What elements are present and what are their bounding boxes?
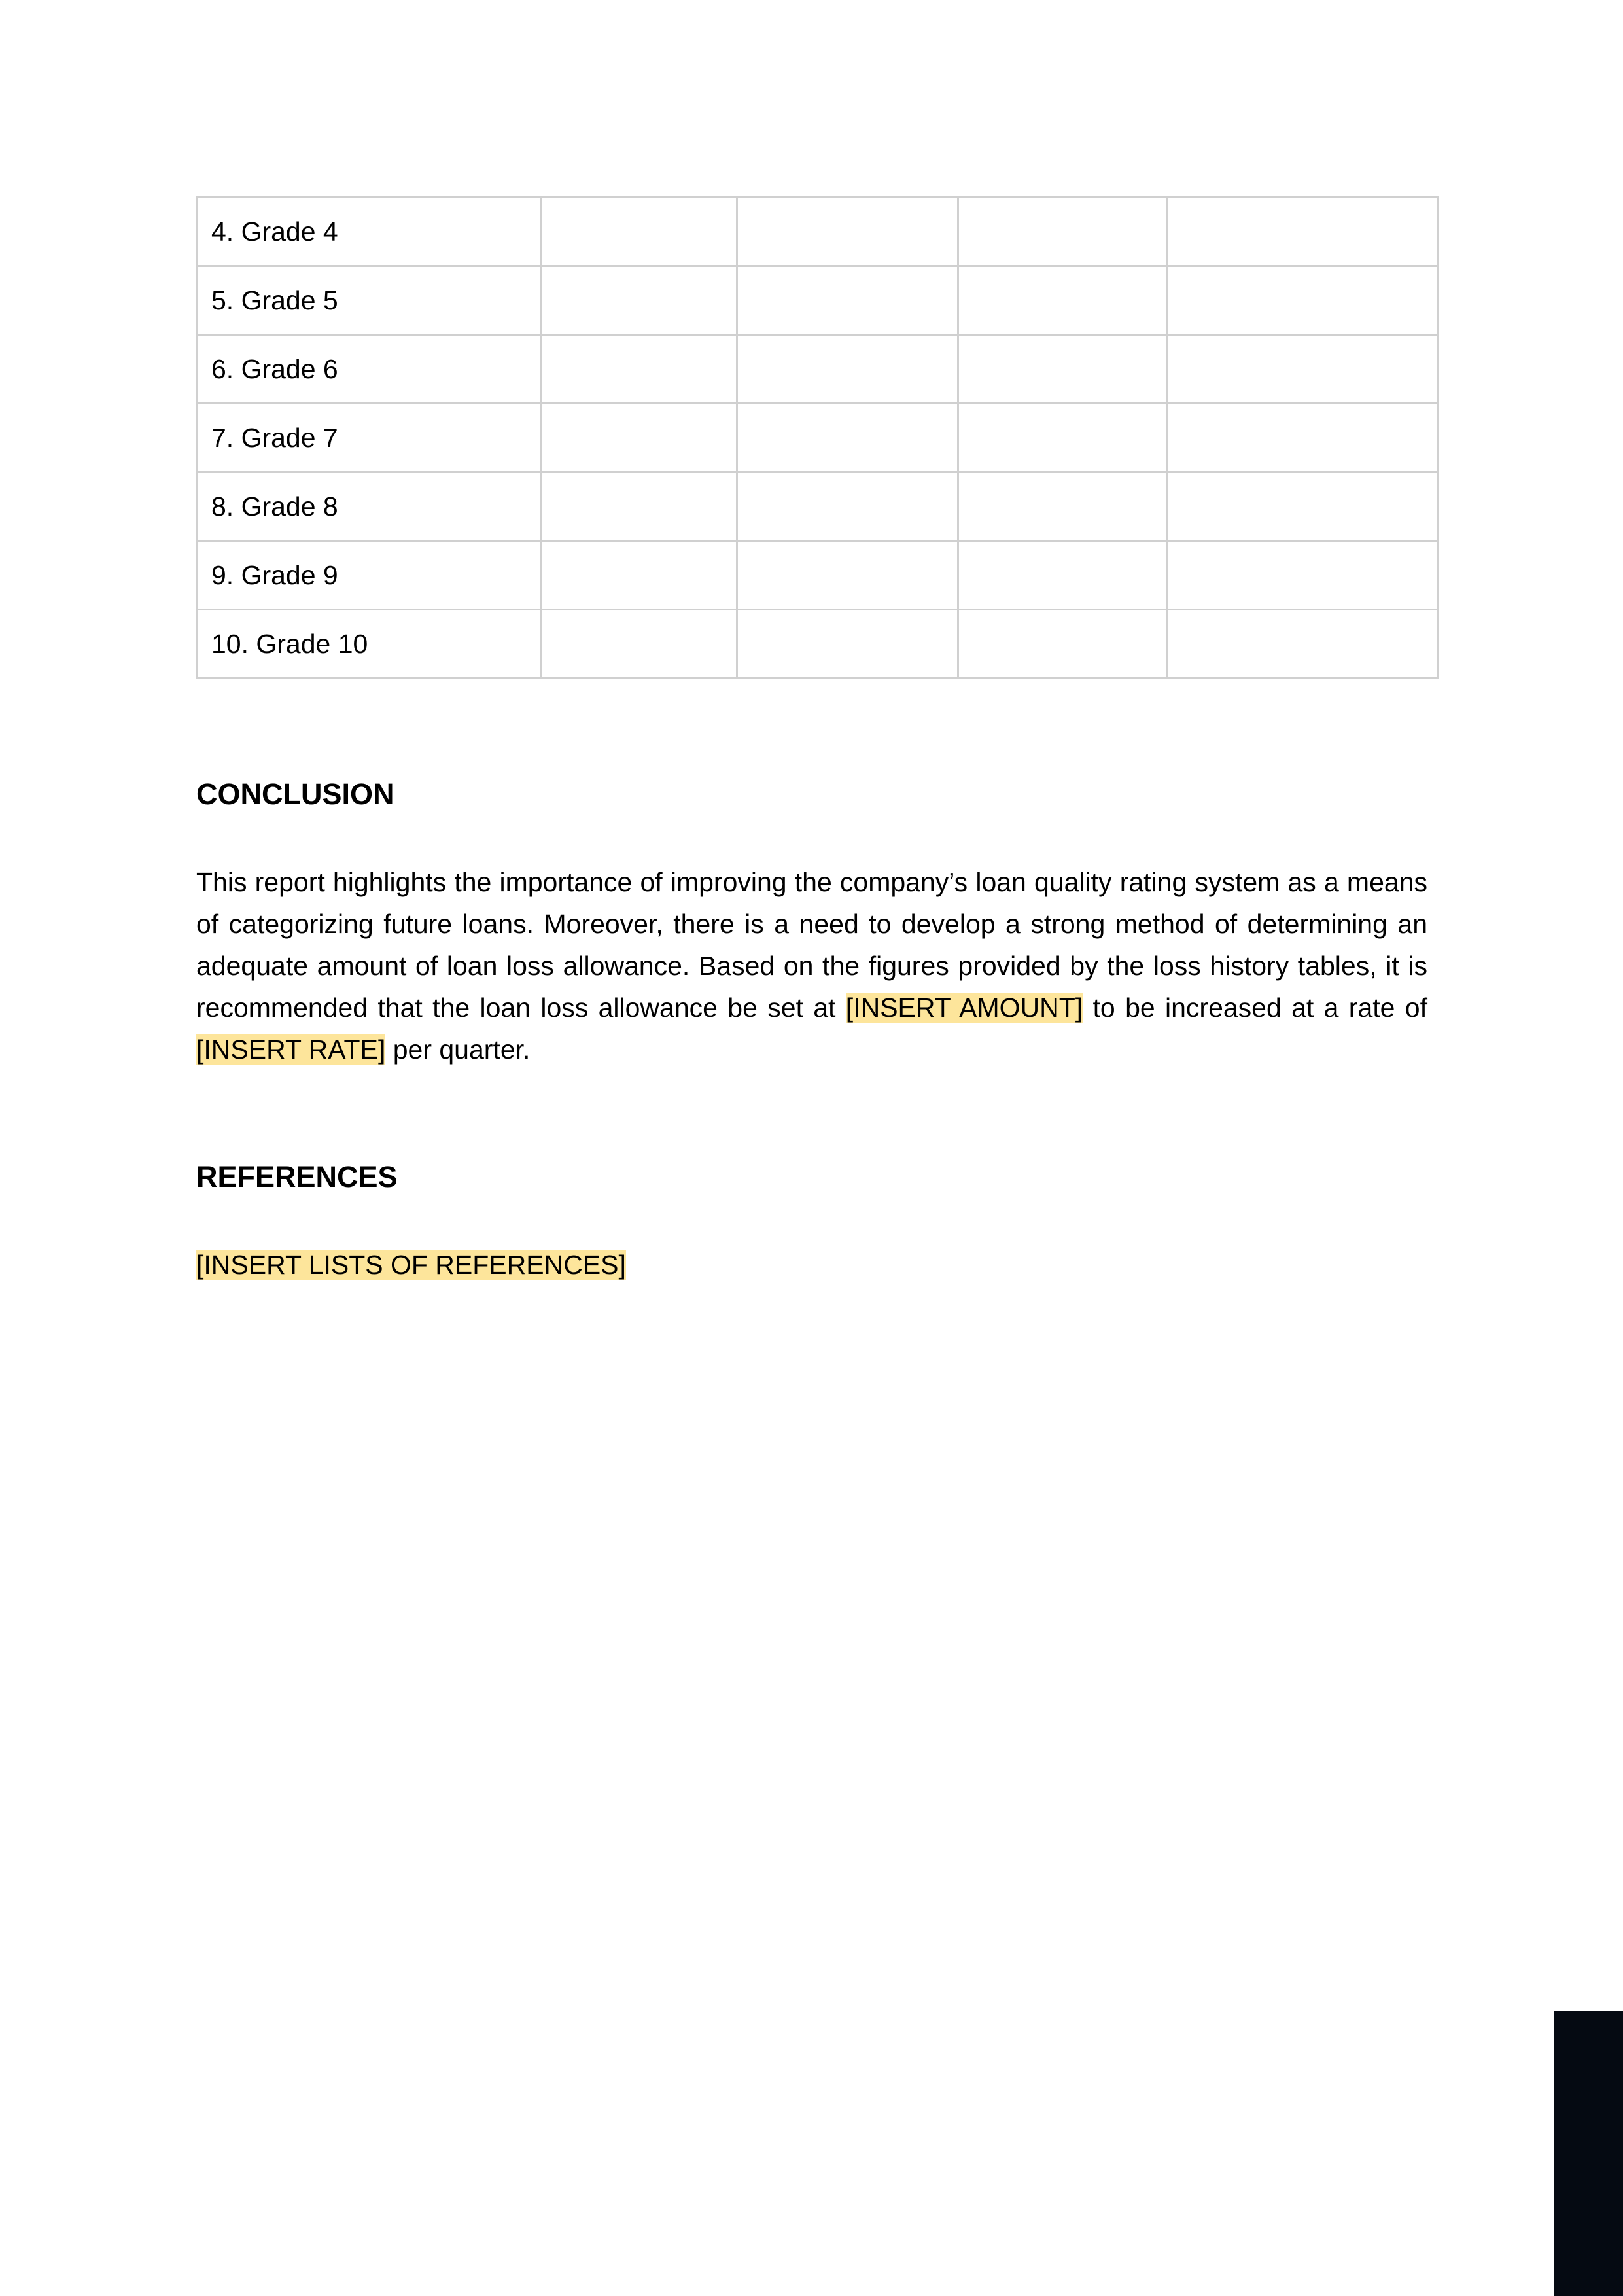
table-cell	[958, 541, 1168, 610]
table-cell	[958, 610, 1168, 679]
grade-table	[196, 196, 1439, 679]
table-cell	[541, 472, 737, 541]
table-cell	[541, 335, 737, 404]
table-cell	[958, 472, 1168, 541]
table-cell	[737, 266, 958, 335]
table-cell	[737, 198, 958, 266]
table-cell	[1168, 541, 1439, 610]
references-heading: REFERENCES	[196, 1160, 398, 1193]
grade-label: 5. Grade 5	[198, 266, 541, 335]
grade-label: 6. Grade 6	[198, 335, 541, 404]
corner-decoration-block	[1554, 2011, 1623, 2296]
table-row	[198, 335, 1439, 404]
table-cell	[1168, 472, 1439, 541]
conclusion-text-part2: to be increased at a rate of	[1083, 993, 1427, 1023]
table-cell	[541, 266, 737, 335]
table-cell	[1168, 610, 1439, 679]
table-row	[198, 541, 1439, 610]
insert-amount-placeholder: [INSERT AMOUNT]	[845, 993, 1083, 1023]
conclusion-heading: CONCLUSION	[196, 777, 394, 811]
table-cell	[541, 198, 737, 266]
table-cell	[541, 610, 737, 679]
table-cell	[737, 472, 958, 541]
grade-label: 9. Grade 9	[198, 541, 541, 610]
table-row	[198, 198, 1439, 266]
table-row	[198, 610, 1439, 679]
grade-label: 4. Grade 4	[198, 198, 541, 266]
table-cell	[1168, 335, 1439, 404]
table-cell	[541, 541, 737, 610]
table-cell	[958, 404, 1168, 472]
table-row	[198, 404, 1439, 472]
conclusion-paragraph	[196, 861, 1427, 1070]
table-cell	[737, 610, 958, 679]
table-cell	[1168, 198, 1439, 266]
references-paragraph	[196, 1244, 626, 1286]
conclusion-text-part3: per quarter.	[385, 1034, 531, 1065]
table-cell	[1168, 266, 1439, 335]
table-cell	[958, 335, 1168, 404]
insert-rate-placeholder: [INSERT RATE]	[196, 1034, 386, 1065]
table-row	[198, 266, 1439, 335]
table-cell	[737, 541, 958, 610]
conclusion-text-part1: This report highlights the importance of improving the company’s loan quality rating system as a means of categorizing future loans. Moreover, there is a need to develop a strong method of determining an adequate amount of loan loss allowance. Based on the figures provided by the loss history tables, it is recommended that the loan loss allowance be set at	[196, 867, 1427, 1023]
table-cell	[1168, 404, 1439, 472]
table-cell	[541, 404, 737, 472]
table-cell	[737, 404, 958, 472]
table-cell	[737, 335, 958, 404]
grade-label: 10. Grade 10	[198, 610, 541, 679]
table-cell	[958, 198, 1168, 266]
table-cell	[958, 266, 1168, 335]
insert-references-placeholder: [INSERT LISTS OF REFERENCES]	[196, 1250, 626, 1280]
grade-label: 7. Grade 7	[198, 404, 541, 472]
table-row	[198, 472, 1439, 541]
grade-label: 8. Grade 8	[198, 472, 541, 541]
